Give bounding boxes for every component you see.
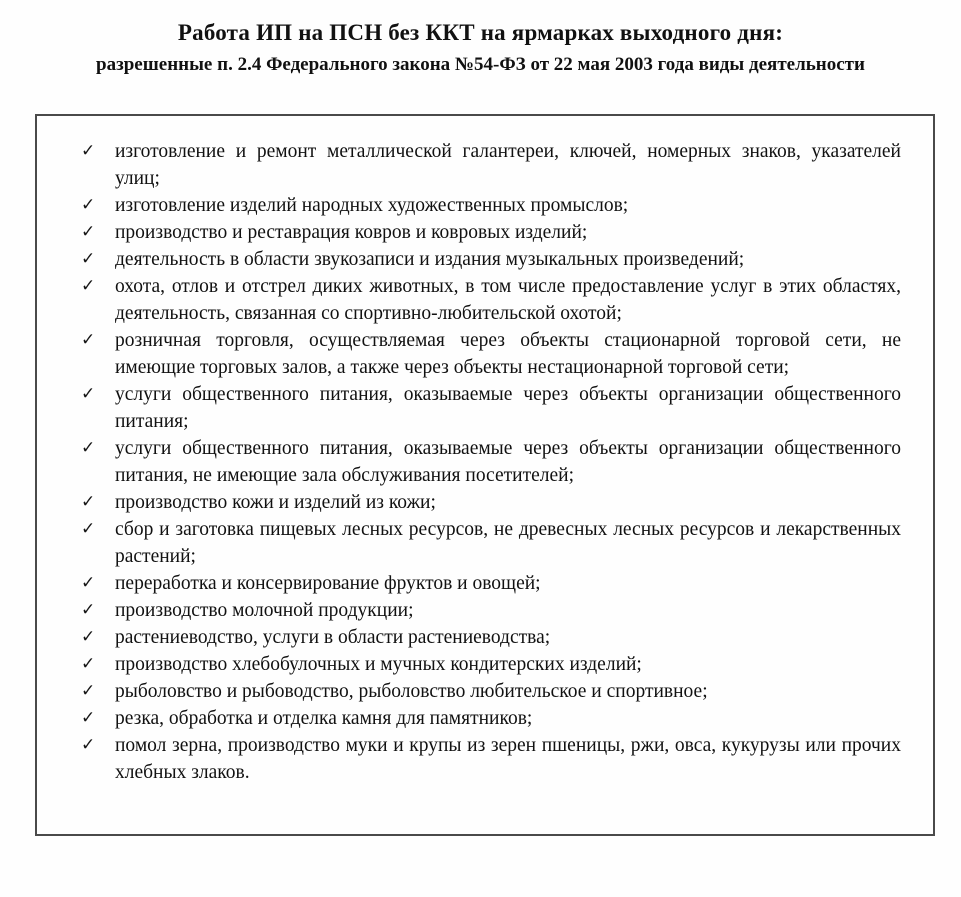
list-item [81, 246, 901, 273]
list-item [81, 327, 901, 381]
list-item-text: охота, отлов и отстрел диких животных, в том числе предоставление услуг в этих областях, деятельность, связанная со спортивно-любительской охотой; [115, 276, 901, 324]
checkmark-icon: ✓ [81, 141, 96, 161]
checkmark-icon: ✓ [81, 627, 96, 647]
checkmark-icon: ✓ [81, 654, 96, 674]
list-item-text: розничная торговля, осуществляемая через объекты стационарной торговой сети, не имеющие торговых залов, а также через объекты нестационарной торговой сети; [115, 330, 901, 378]
list-item [81, 381, 901, 435]
list-item [81, 489, 901, 516]
list-item-text: производство кожи и изделий из кожи; [115, 492, 436, 513]
list-item [81, 705, 901, 732]
list-item [81, 219, 901, 246]
list-item [81, 678, 901, 705]
page-title: Работа ИП на ПСН без ККТ на ярмарках выходного дня: [177, 20, 784, 45]
checkmark-icon: ✓ [81, 330, 96, 350]
checkmark-icon: ✓ [81, 222, 96, 242]
list-item-text: услуги общественного питания, оказываемые через объекты организации общественного питания, не имеющие зала обслуживания посетителей; [115, 438, 901, 486]
list-item-text: производство хлебобулочных и мучных кондитерских изделий; [115, 654, 642, 675]
checkmark-icon: ✓ [81, 276, 96, 296]
list-item [81, 651, 901, 678]
list-item [81, 516, 901, 570]
checkmark-icon: ✓ [81, 573, 96, 593]
list-item-text: производство и реставрация ковров и ковровых изделий; [115, 222, 588, 243]
list-item-text: помол зерна, производство муки и крупы из зерен пшеницы, ржи, овса, кукурузы или прочих хлебных злаков. [115, 735, 901, 783]
list-item-text: растениеводство, услуги в области растениеводства; [115, 627, 551, 648]
list-item-text: производство молочной продукции; [115, 600, 414, 621]
list-item-text: резка, обработка и отделка камня для памятников; [115, 708, 533, 729]
list-item [81, 732, 901, 786]
list-item-text: услуги общественного питания, оказываемые через объекты организации общественного питания; [115, 384, 901, 432]
checkmark-icon: ✓ [81, 519, 96, 539]
checkmark-icon: ✓ [81, 384, 96, 404]
checkmark-icon: ✓ [81, 708, 96, 728]
list-item [81, 435, 901, 489]
checkmark-icon: ✓ [81, 681, 96, 701]
checkmark-icon: ✓ [81, 735, 96, 755]
list-item [81, 570, 901, 597]
list-item-text: переработка и консервирование фруктов и овощей; [115, 573, 541, 594]
list-item [81, 597, 901, 624]
checkmark-icon: ✓ [81, 195, 96, 215]
activities-list [81, 138, 901, 786]
list-item [81, 138, 901, 192]
list-item [81, 273, 901, 327]
list-item-text: сбор и заготовка пищевых лесных ресурсов, не древесных лесных ресурсов и лекарственных растений; [115, 519, 901, 567]
activities-box [35, 114, 935, 836]
checkmark-icon: ✓ [81, 492, 96, 512]
checkmark-icon: ✓ [81, 249, 96, 269]
list-item-text: изготовление изделий народных художественных промыслов; [115, 195, 629, 216]
list-item-text: изготовление и ремонт металлической галантереи, ключей, номерных знаков, указателей улиц; [115, 141, 901, 189]
page-subtitle: разрешенные п. 2.4 Федерального закона №54-ФЗ от 22 мая 2003 года виды деятельности [96, 54, 865, 75]
checkmark-icon: ✓ [81, 438, 96, 458]
list-item [81, 192, 901, 219]
list-item [81, 624, 901, 651]
list-item-text: деятельность в области звукозаписи и издания музыкальных произведений; [115, 249, 745, 270]
checkmark-icon: ✓ [81, 600, 96, 620]
list-item-text: рыболовство и рыбоводство, рыболовство любительское и спортивное; [115, 681, 708, 702]
